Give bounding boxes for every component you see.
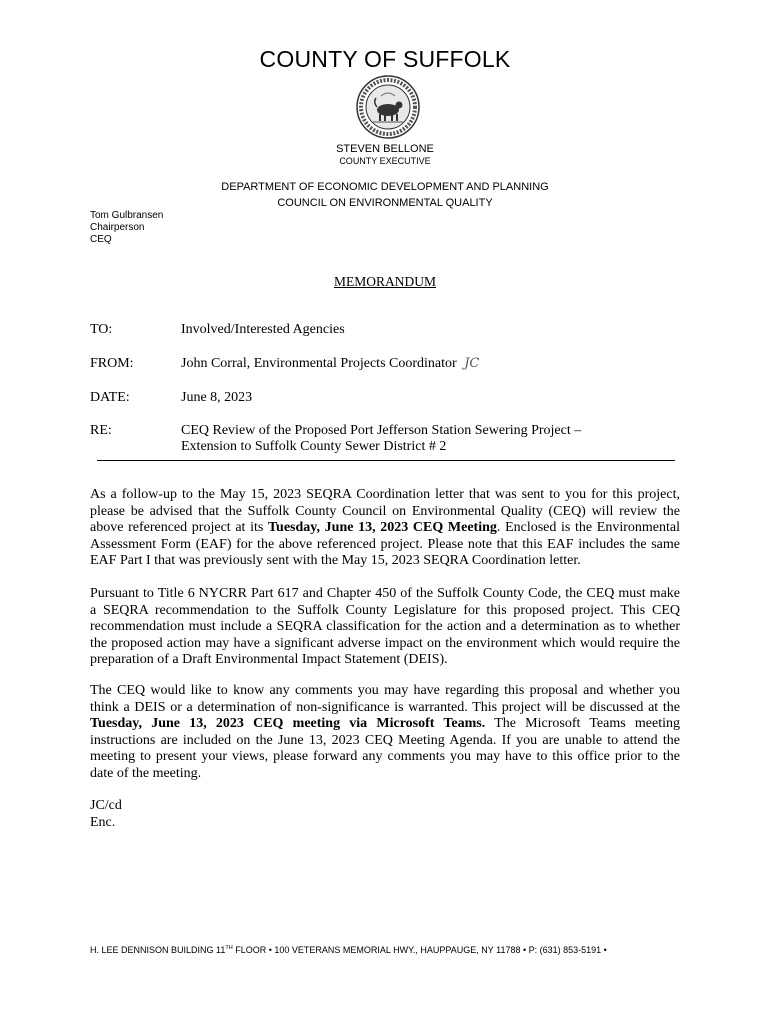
- footer-address: [90, 945, 607, 955]
- county-executive-name: STEVEN BELLONE: [336, 143, 434, 155]
- closing-block: [90, 797, 122, 831]
- re-label: RE:: [90, 423, 112, 438]
- p1-text-a: As a follow-up to the May 15, 2023 SEQRA Coordination letter that was sent to you for this project, please be advised that the Suffolk County Council on Environmental Quality (CEQ) will review the above referenced project at its: [90, 487, 680, 536]
- body-paragraph-3: [90, 683, 680, 783]
- p1-meeting-date: Tuesday, June 13, 2023 CEQ Meeting: [267, 520, 497, 536]
- county-seal-icon: [355, 74, 421, 140]
- memorandum-heading: MEMORANDUM: [333, 274, 436, 289]
- body-paragraph-2: Pursuant to Title 6 NYCRR Part 617 and Chapter 450 of the Suffolk County Code, the CEQ must make a SEQRA recommendation to the Suffolk County Legislature for this proposed project. This CEQ recommendation must include a SEQRA classification for the action and a determination as to whether the proposed action may have a significant adverse impact on the environment which would require the preparation of a Draft Environmental Impact Statement (DEIS).: [90, 586, 680, 668]
- from-row: [181, 356, 479, 372]
- department-name: DEPARTMENT OF ECONOMIC DEVELOPMENT AND PLANNING: [221, 181, 549, 193]
- chairperson-name: Tom Gulbransen: [90, 210, 164, 221]
- from-label: FROM:: [90, 356, 134, 371]
- footer-building: H. LEE DENNISON BUILDING 11: [90, 945, 226, 955]
- from-value: John Corral, Environmental Projects Coordinator: [181, 356, 457, 371]
- enclosure-note: Enc.: [90, 815, 116, 830]
- to-value: Involved/Interested Agencies: [181, 322, 345, 337]
- chairperson-title: Chairperson: [90, 222, 145, 233]
- separator-line: [97, 460, 675, 461]
- council-name: COUNCIL ON ENVIRONMENTAL QUALITY: [277, 197, 493, 209]
- footer-address-rest: FLOOR • 100 VETERANS MEMORIAL HWY., HAUPPAUGE, NY 11788 • P: (631) 853-5191 •: [232, 945, 607, 955]
- county-executive-title: COUNTY EXECUTIVE: [339, 156, 431, 166]
- date-label: DATE:: [90, 390, 130, 405]
- p3-meeting-info: Tuesday, June 13, 2023 CEQ meeting via Microsoft Teams.: [90, 716, 486, 732]
- chairperson-block: [90, 210, 163, 246]
- typist-initials: JC/cd: [90, 798, 122, 813]
- date-value: June 8, 2023: [181, 390, 253, 405]
- body-paragraph-1: [90, 487, 680, 570]
- from-initials-signature: JC: [464, 356, 480, 371]
- re-line-2: Extension to Suffolk County Sewer District # 2: [181, 439, 447, 454]
- footer-superscript: TH: [225, 945, 233, 951]
- county-title: COUNTY OF SUFFOLK: [259, 46, 511, 72]
- p3-text-b: The Microsoft Teams meeting instructions are included on the June 13, 2023 CEQ Meeting Agenda. If you are unable to attend the meeting to present your views, please forward any comments you may have to this office prior to the date of the meeting.: [90, 716, 680, 781]
- p3-text-a: The CEQ would like to know any comments you may have regarding this proposal and whether you think a DEIS or a determination of non-significance is warranted. This project will be discussed at the: [90, 683, 680, 715]
- chairperson-org: CEQ: [90, 234, 112, 245]
- re-value: [181, 423, 581, 455]
- to-label: TO:: [90, 322, 113, 337]
- re-line-1: CEQ Review of the Proposed Port Jefferson Station Sewering Project –: [181, 423, 582, 438]
- p1-text-b: . Enclosed is the Environmental Assessment Form (EAF) for the above referenced project. Please note that this EAF includes the same EAF Part I that was previously sent with the May 15, 2023 SEQRA Coordination letter.: [90, 520, 680, 569]
